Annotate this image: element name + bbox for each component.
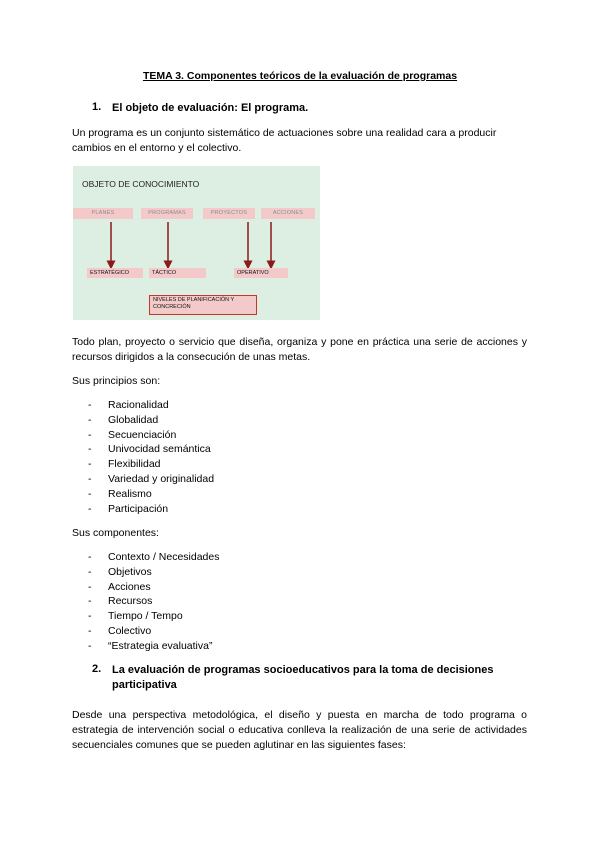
- principles-label: Sus principios son:: [72, 375, 161, 387]
- principles-list: [88, 398, 214, 516]
- level-tactico: TÁCTICO: [149, 268, 206, 278]
- list-item: - Objetivos: [88, 565, 219, 580]
- diagram-note-line-1: NIVELES DE PLANIFICACIÓN Y: [153, 297, 235, 303]
- list-item: - Participación: [88, 502, 214, 517]
- planning-diagram: [73, 166, 320, 320]
- section-1-heading: [92, 101, 532, 117]
- section-2-title: [112, 663, 528, 693]
- list-item: - Racionalidad: [88, 398, 214, 413]
- list-item: - Recursos: [88, 594, 219, 609]
- list-item: - Contexto / Necesidades: [88, 550, 219, 565]
- list-item: - Secuenciación: [88, 428, 214, 443]
- components-list: [88, 550, 219, 654]
- intro-paragraph: Un programa es un conjunto sistemático de actuaciones sobre una realidad cara a producir cambios en el entorno y el colectivo.: [72, 127, 497, 154]
- level-estrategico: ESTRATÉGICO: [87, 268, 143, 278]
- section-1-number: 1.: [92, 101, 102, 113]
- diagram-item-programas: PROGRAMAS: [141, 208, 193, 219]
- diagram-item-acciones: ACCIONES: [261, 208, 315, 219]
- document-title: TEMA 3. Componentes teóricos de la evaluación de programas: [142, 70, 458, 82]
- list-item: - Variedad y originalidad: [88, 472, 214, 487]
- diagram-item-planes: PLANES: [73, 208, 133, 219]
- list-item: - Tiempo / Tempo: [88, 609, 219, 624]
- list-item: - Univocidad semántica: [88, 442, 214, 457]
- list-item: - Acciones: [88, 580, 219, 595]
- components-label: Sus componentes:: [72, 527, 159, 539]
- diagram-title: OBJETO DE CONOCIMIENTO: [82, 179, 200, 189]
- list-item: - Colectivo: [88, 624, 219, 639]
- level-operativo: OPERATIVO: [234, 268, 288, 278]
- list-item: - Globalidad: [88, 413, 214, 428]
- diagram-note: [149, 295, 257, 315]
- list-item: - “Estrategia evaluativa”: [88, 639, 219, 654]
- section-2-number: 2.: [92, 663, 102, 675]
- section-2-title-line-1: La evaluación de programas socioeducativos para la toma de decisiones: [112, 664, 494, 676]
- section-2-title-line-2: participativa: [112, 679, 177, 691]
- methodology-paragraph: Desde una perspectiva metodológica, el diseño y puesta en marcha de todo programa o estrategia de intervención social o educativa conlleva la realización de una serie de actividades secuenciales comunes que se pueden aglutinar en las siguientes fases:: [72, 709, 527, 751]
- list-item: - Realismo: [88, 487, 214, 502]
- program-definition-paragraph: Todo plan, proyecto o servicio que diseña, organiza y pone en práctica una serie de acciones y recursos dirigidos a la consecución de unas metas.: [72, 336, 527, 363]
- diagram-item-proyectos: PROYECTOS: [203, 208, 255, 219]
- section-2-heading: [92, 663, 528, 695]
- diagram-note-line-2: CONCRECIÓN: [153, 304, 191, 310]
- section-1-title: El objeto de evaluación: El programa.: [112, 102, 309, 114]
- list-item: - Flexibilidad: [88, 457, 214, 472]
